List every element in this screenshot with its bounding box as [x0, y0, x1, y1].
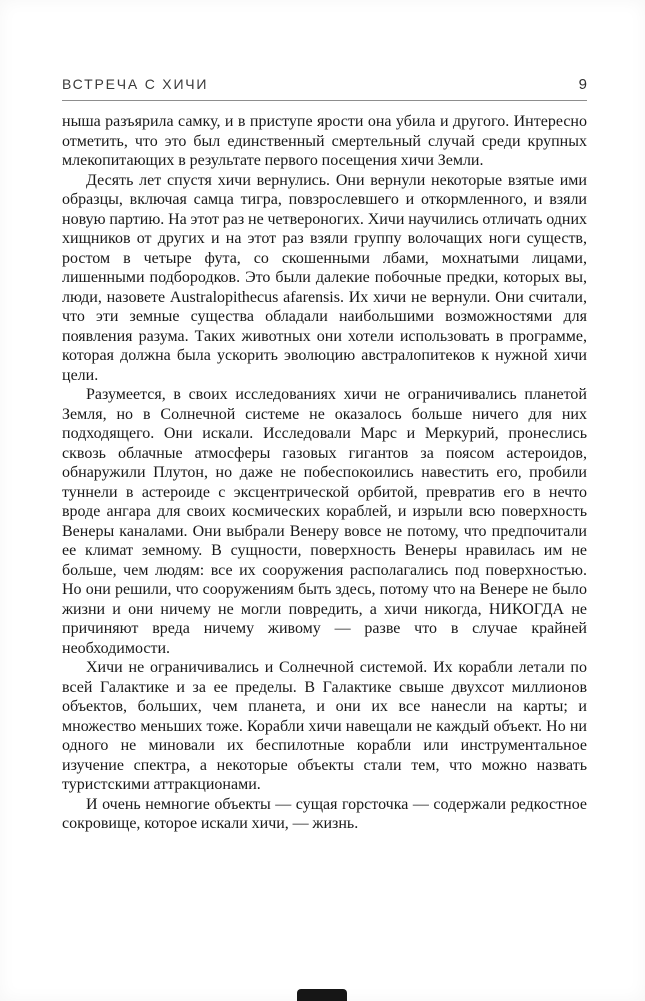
paragraph: Хичи не ограничивались и Солнечной системой. Их корабли летали по всей Галактике и за ее пределы. В Галактике свыше двухсот миллионов объектов, больших, чем планета, и они их все нанесли на карты; и множество меньших тоже. Корабли хичи навещали не каждый объект. Но ни одного не миновали их беспилотные корабли или инструментальное изучение спектра, а некоторые объекты стали тем, что можно назвать туристскими аттракционами.: [62, 659, 587, 793]
page-number: 9: [578, 76, 587, 93]
page-bottom-marker: [297, 989, 347, 1001]
body-text: [62, 112, 587, 834]
paragraph: Десять лет спустя хичи вернулись. Они вернули некоторые взятые ими образцы, включая самца тигра, повзрослевшего и откормленного, и взяли новую партию. На этот раз не четвероногих. Хичи научились отличать одних хищников от других и на этот раз взяли группу волочащих ноги существ, ростом в четыре фута, со скошенными лбами, мохнатыми лицами, лишенными подбородков. Это были далекие побочные предки, которых вы, люди, назовете Australopithecus afarensis. Их хичи не вернули. Они считали, что эти земные существа обладали наибольшими возможностями для появления разума. Таких животных они хотели использовать в программе, которая должна была ускорить эволюцию австралопитеков к нужной хичи цели.: [62, 171, 587, 384]
paragraph: ныша разъярила самку, и в приступе ярости она убила и другого. Интересно отметить, что это был единственный смертельный случай среди крупных млекопитающих в результате первого посещения хичи Земли.: [62, 113, 587, 169]
running-header: [62, 76, 587, 93]
paragraph: Разумеется, в своих исследованиях хичи не ограничивались планетой Земля, но в Солнечной системе не оказалось больше ничего для них подходящего. Они искали. Исследовали Марс и Меркурий, пронеслись сквозь облачные атмосферы газовых гигантов за поясом астероидов, обнаружили Плутон, но даже не побеспокоились навестить его, пробили туннели в астероиде с эксцентрической орбитой, превратив его в нечто вроде ангара для своих космических кораблей, и изрыли всю поверхность Венеры каналами. Они выбрали Венеру вовсе не потому, что предпочитали ее климат земному. В сущности, поверхность Венеры нравилась им не больше, чем людям: все их сооружения располагались под поверхностью. Но они решили, что сооружениям быть здесь, потому что на Венере не было жизни и они ничему не могли повредить, а хичи никогда, НИКОГДА не причиняют вреда ничему живому — разве что в случае крайней необходимости.: [62, 386, 587, 657]
header-rule: [62, 100, 587, 101]
paragraph: И очень немногие объекты — сущая горсточка — содержали редкостное сокровище, которое искали хичи, — жизнь.: [62, 795, 587, 832]
chapter-title: ВСТРЕЧА С ХИЧИ: [62, 76, 209, 92]
